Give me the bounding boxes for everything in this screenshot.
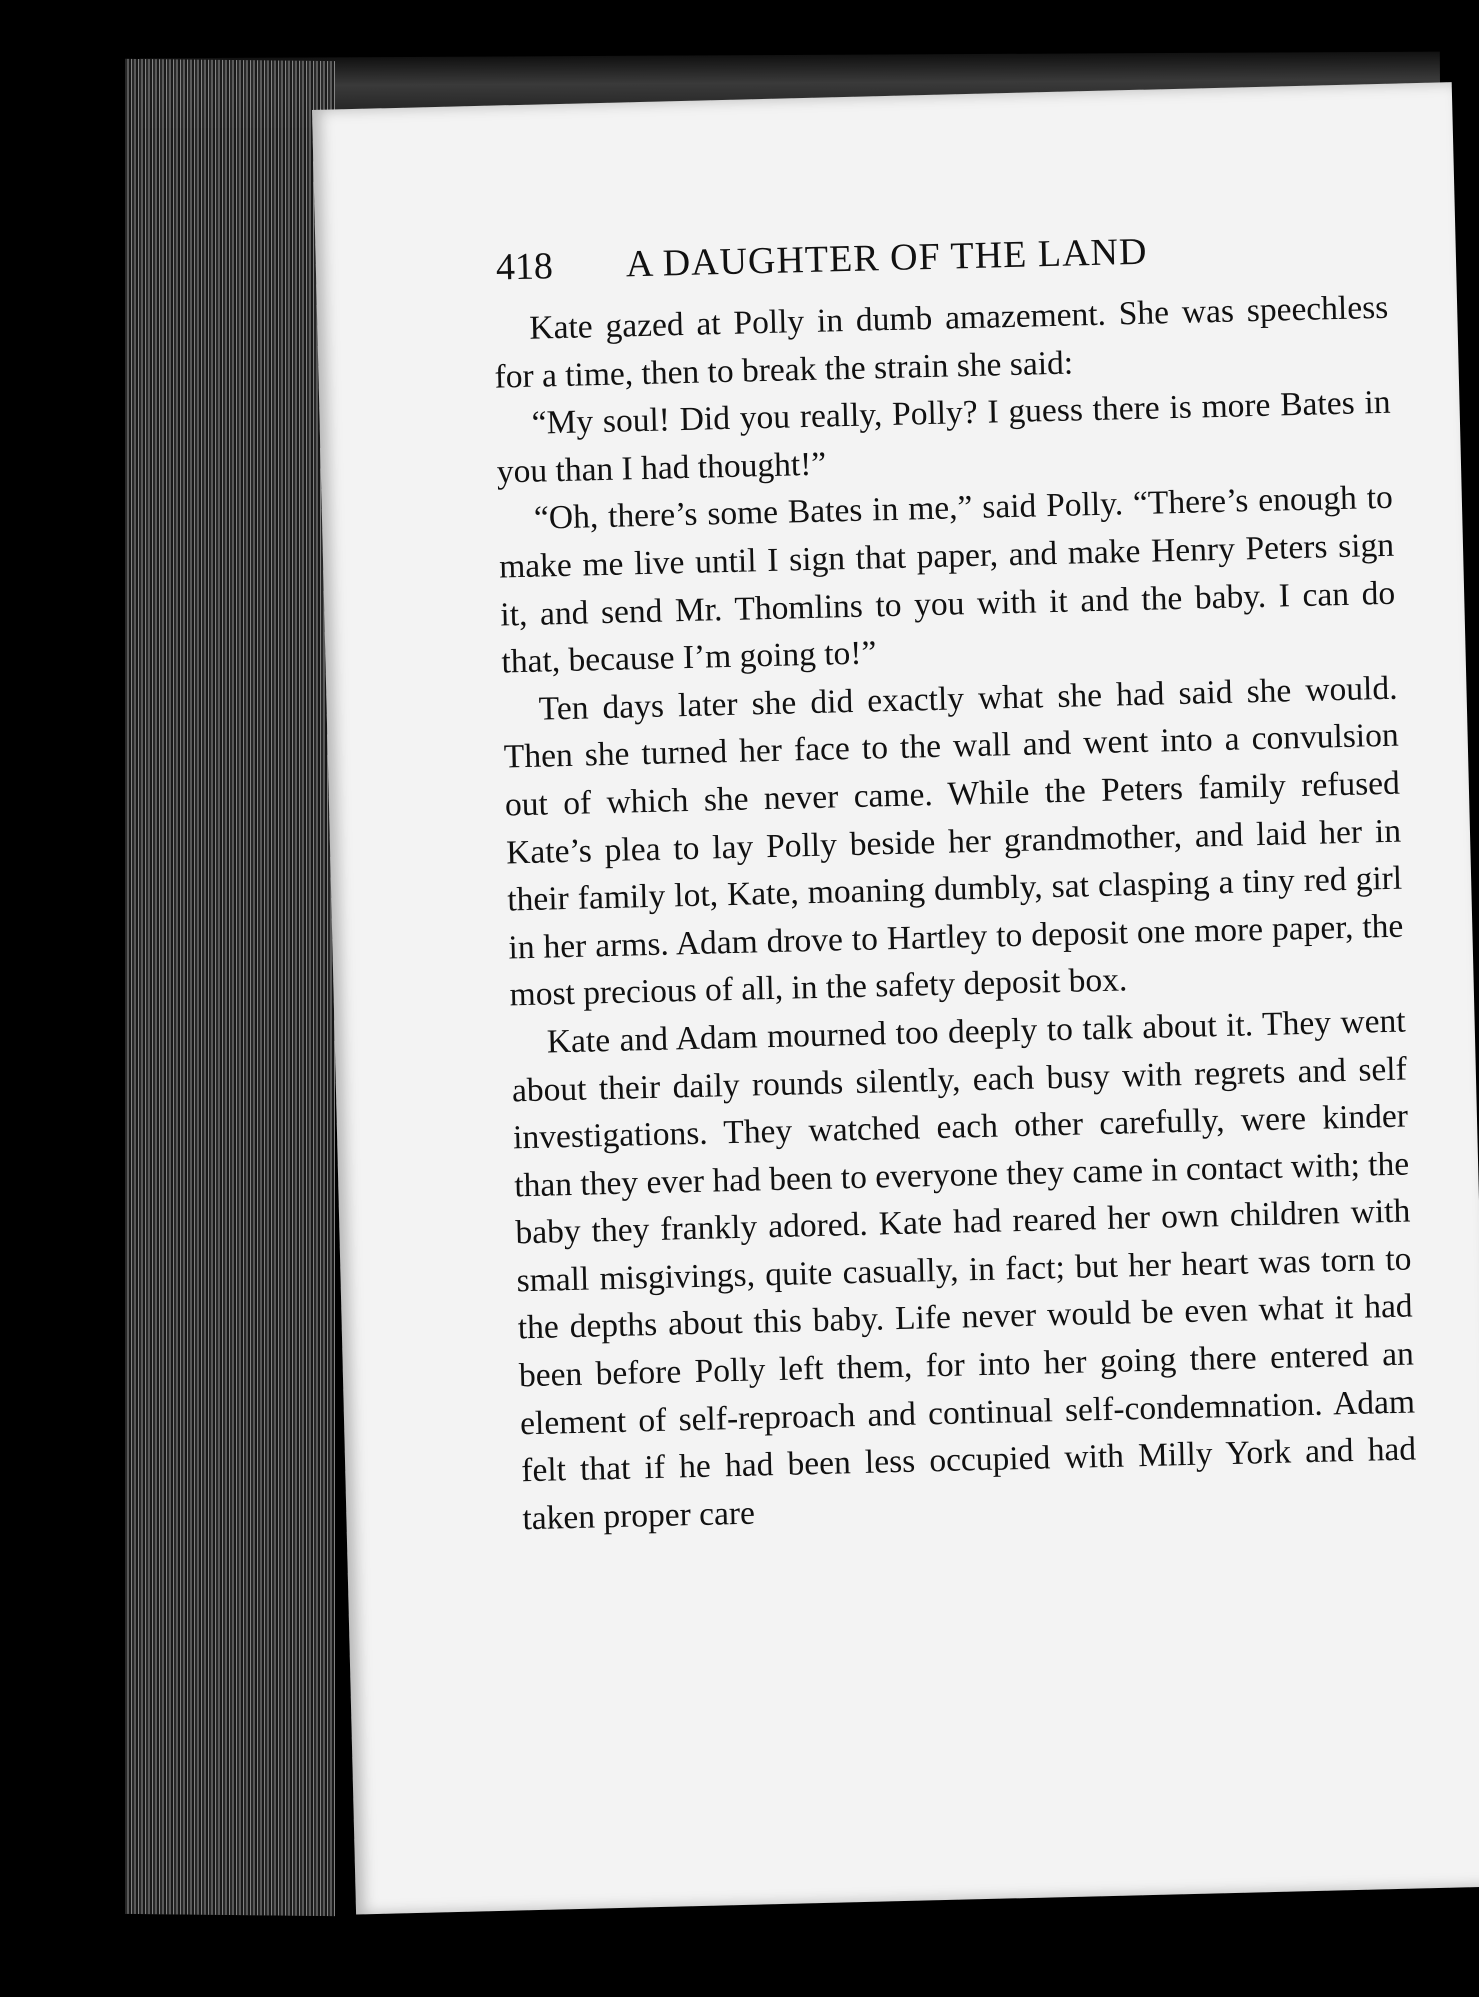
paragraph-5: Kate and Adam mourned too deeply to talk about it. They went about their daily rounds silently, each busy with regrets and self investigations. They watched each other carefully, were kinder than they ever had been to everyone they came in contact with; the baby they frankly adored. Kate had reared her own children with small misgivings, quite casually, in fact; but her heart was torn to the depths about this baby. Life never would be even what it had been before Polly left them, for into her going there entered an element of self-reproach and continual self-condemnation. Adam felt that if he had been less occupied with Milly York and had taken proper care xyxy=(511,1002,1417,1538)
book-title: A DAUGHTER OF THE LAND xyxy=(625,230,1148,286)
book-page xyxy=(312,82,1479,1914)
paragraph-3: “Oh, there’s some Bates in me,” said Polly. “There’s enough to make me live until I sign that paper, and make Henry Peters sign it, and send Mr. Thomlins to you with it and the baby. I can do that, because I’m going to!” xyxy=(498,479,1396,681)
paragraph-1: Kate gazed at Polly in dumb amazement. She was speechless for a time, then to break the strain she said: xyxy=(494,288,1389,396)
book-page-edges xyxy=(125,59,335,1916)
text-body xyxy=(493,284,1418,1543)
paragraph-4: Ten days later she did exactly what she had said she would. Then she turned her face to the wall and went into a convulsion out of which she never came. While the Peters family refused Kate’s plea to lay Polly beside her grandmother, and laid her in their family lot, Kate, moaning dumbly, sat clasping a tiny red girl in her arms. Adam drove to Hartley to deposit one more paper, the most precious of all, in the safety deposit box. xyxy=(503,669,1404,1014)
paragraph-2: “My soul! Did you really, Polly? I guess there is more Bates in you than I had thought!” xyxy=(496,383,1391,491)
running-head xyxy=(495,227,1276,290)
page-number: 418 xyxy=(495,245,554,289)
